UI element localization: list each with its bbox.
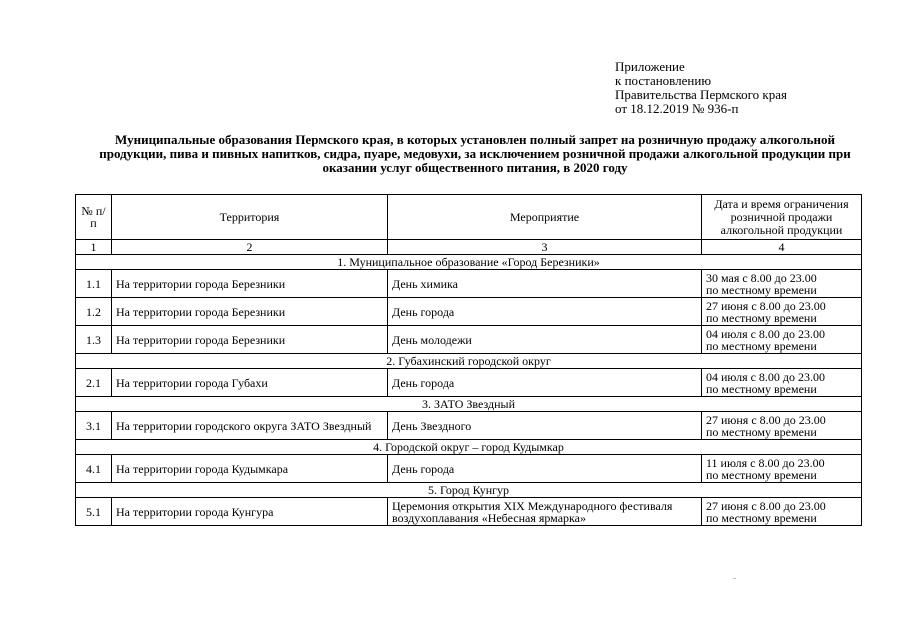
column-number: 4	[702, 240, 862, 255]
header-num: № п/п	[76, 195, 112, 240]
row-date	[702, 498, 862, 526]
table-row	[76, 498, 862, 526]
column-number-row	[76, 240, 862, 255]
row-date-note: по местному времени	[706, 282, 817, 297]
table-row	[76, 369, 862, 397]
row-event: День города	[388, 455, 702, 483]
appendix-line: Приложение	[615, 59, 685, 74]
appendix-line: от 18.12.2019 № 936-п	[615, 101, 739, 116]
appendix-line: Правительства Пермского края	[615, 87, 787, 102]
row-date-time: 30 мая с 8.00 до 23.00	[706, 270, 817, 285]
row-territory: На территории города Кунгура	[112, 498, 388, 526]
table-row	[76, 326, 862, 354]
table-row	[76, 298, 862, 326]
row-date-note: по местному времени	[706, 510, 817, 525]
row-number: 1.1	[76, 270, 112, 298]
header-date: Дата и время ограничения розничной продажи алкогольной продукции	[702, 195, 862, 240]
scan-artifact	[733, 578, 736, 579]
row-number: 1.3	[76, 326, 112, 354]
row-event: День города	[388, 369, 702, 397]
row-date	[702, 455, 862, 483]
row-number: 2.1	[76, 369, 112, 397]
row-event: День химика	[388, 270, 702, 298]
table-header-row	[76, 195, 862, 240]
table-row	[76, 455, 862, 483]
section-title: 1. Муниципальное образование «Город Березники»	[76, 255, 862, 270]
row-date-note: по местному времени	[706, 338, 817, 353]
section-title: 2. Губахинский городской округ	[76, 354, 862, 369]
row-territory: На территории города Кудымкара	[112, 455, 388, 483]
row-number: 4.1	[76, 455, 112, 483]
row-date-time: 04 июля с 8.00 до 23.00	[706, 369, 826, 384]
row-date-note: по местному времени	[706, 381, 817, 396]
row-date-time: 11 июля с 8.00 до 23.00	[706, 455, 825, 470]
header-event: Мероприятие	[388, 195, 702, 240]
row-event: День города	[388, 298, 702, 326]
row-number: 5.1	[76, 498, 112, 526]
document-title: Муниципальные образования Пермского края, в которых установлен полный запрет на розничную продажу алкогольной продукции, пива и пивных напитков, сидра, пуаре, медовухи, за исключением розничной продажи алкогольной продукции при оказании услуг общественного питания, в 2020 году	[99, 132, 851, 175]
section-row	[76, 397, 862, 412]
restrictions-table	[75, 194, 862, 526]
appendix-block	[615, 60, 787, 116]
row-date	[702, 326, 862, 354]
row-date-note: по местному времени	[706, 467, 817, 482]
row-territory: На территории города Березники	[112, 326, 388, 354]
section-row	[76, 255, 862, 270]
row-date	[702, 412, 862, 440]
row-event: Церемония открытия XIX Международного фестиваля воздухоплавания «Небесная ярмарка»	[388, 498, 702, 526]
row-date-time: 04 июля с 8.00 до 23.00	[706, 326, 826, 341]
row-territory: На территории городского округа ЗАТО Звездный	[112, 412, 388, 440]
row-date	[702, 298, 862, 326]
row-date-time: 27 июня с 8.00 до 23.00	[706, 298, 826, 313]
column-number: 2	[112, 240, 388, 255]
section-row	[76, 440, 862, 455]
appendix-line: к постановлению	[615, 73, 712, 88]
table-row	[76, 412, 862, 440]
section-title: 3. ЗАТО Звездный	[76, 397, 862, 412]
row-territory: На территории города Губахи	[112, 369, 388, 397]
header-territory: Территория	[112, 195, 388, 240]
row-date-note: по местному времени	[706, 424, 817, 439]
row-territory: На территории города Березники	[112, 270, 388, 298]
table-row	[76, 270, 862, 298]
row-date-note: по местному времени	[706, 310, 817, 325]
section-row	[76, 354, 862, 369]
row-territory: На территории города Березники	[112, 298, 388, 326]
column-number: 1	[76, 240, 112, 255]
column-number: 3	[388, 240, 702, 255]
row-number: 3.1	[76, 412, 112, 440]
row-date	[702, 270, 862, 298]
row-event: День Звездного	[388, 412, 702, 440]
row-date	[702, 369, 862, 397]
row-number: 1.2	[76, 298, 112, 326]
section-title: 4. Городской округ – город Кудымкар	[76, 440, 862, 455]
row-event: День молодежи	[388, 326, 702, 354]
section-row	[76, 483, 862, 498]
row-date-time: 27 июня с 8.00 до 23.00	[706, 412, 826, 427]
section-title: 5. Город Кунгур	[76, 483, 862, 498]
row-date-time: 27 июня с 8.00 до 23.00	[706, 498, 826, 513]
